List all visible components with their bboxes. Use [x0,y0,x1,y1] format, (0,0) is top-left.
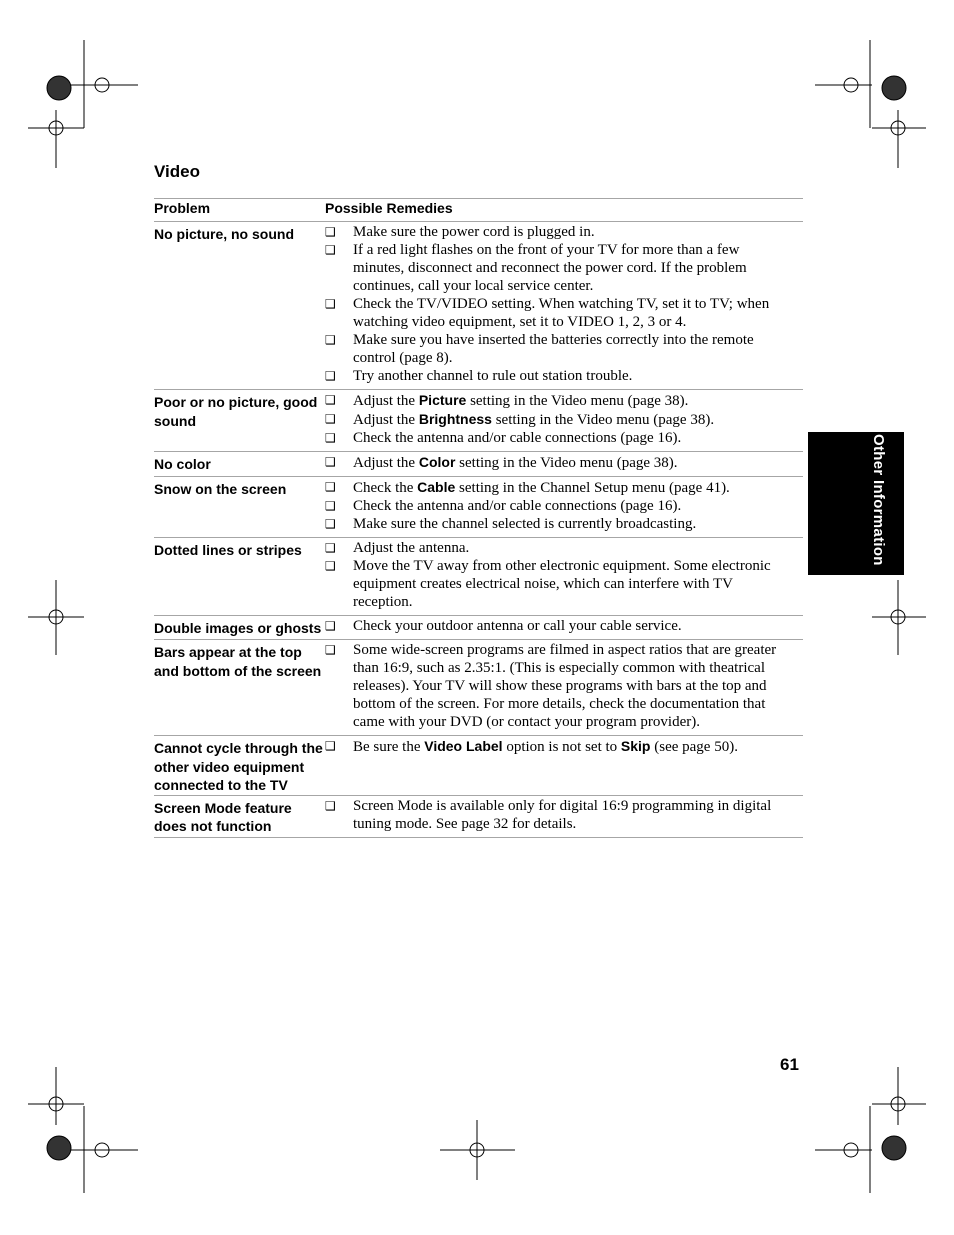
remedy-text-part: setting in the Channel Setup menu (page 41). [455,480,730,496]
remedy-text-part: (see page 50). [650,739,738,755]
remedy-text-part: Adjust the [353,412,419,428]
remedy-text [353,737,803,756]
table-row [154,390,803,452]
remedy-text [353,367,803,385]
table-row [154,538,803,616]
remedy-text-part: Check the TV/VIDEO setting. When watching TV, set it to TV; when watching video equipment, set it to VIDEO 1, 2, 3 or 4. [353,296,770,330]
checkbox-bullet-icon: ❑ [325,455,336,469]
remedy-text-part: Adjust the antenna. [353,540,470,556]
checkbox-bullet-icon: ❑ [325,225,336,239]
remedy-text [353,557,803,611]
remedy-text [353,241,803,295]
remedy-text-part: Make sure the power cord is plugged in. [353,224,595,240]
remedies-cell [324,477,803,537]
remedy-item [324,367,803,385]
remedy-item [324,515,803,533]
problem-cell: Screen Mode feature does not function [154,799,292,834]
checkbox-bullet-icon: ❑ [325,541,336,555]
checkbox-bullet-icon: ❑ [325,559,336,573]
remedy-item [324,331,803,367]
table-row [154,796,803,838]
checkbox-bullet-icon: ❑ [325,412,336,426]
troubleshooting-table [154,198,803,838]
remedy-item [324,797,803,833]
table-body [154,222,803,838]
table-row [154,222,803,390]
remedy-text [353,797,803,833]
remedy-item [324,223,803,241]
remedy-text [353,478,803,497]
remedy-item [324,295,803,331]
remedy-item [324,497,803,515]
problem-cell: Snow on the screen [154,481,287,497]
checkbox-bullet-icon: ❑ [325,643,336,657]
problem-cell: Dotted lines or stripes [154,542,302,558]
remedy-text [353,641,803,731]
table-row [154,736,803,796]
table-row [154,616,803,640]
remedy-item [324,241,803,295]
remedy-item [324,557,803,611]
column-header-problem: Problem [154,200,211,216]
remedy-text [353,410,803,429]
remedy-text-part: Check the antenna and/or cable connections (page 16). [353,498,682,514]
remedy-item [324,410,803,429]
menu-setting-name: Video Label [424,738,503,754]
table-row [154,477,803,538]
checkbox-bullet-icon: ❑ [325,431,336,445]
remedy-item [324,429,803,447]
checkbox-bullet-icon: ❑ [325,499,336,513]
checkbox-bullet-icon: ❑ [325,333,336,347]
page-number: 61 [780,1055,799,1074]
remedies-cell [324,616,803,639]
problem-cell: Poor or no picture, good sound [154,394,318,429]
side-tab [808,432,904,575]
remedy-text [353,453,803,472]
table-header [154,198,803,222]
remedy-text-part: Move the TV away from other electronic equipment. Some electronic equipment creates electrical noise, which can interfere with TV reception. [353,558,771,610]
remedy-item [324,391,803,410]
menu-setting-name: Cable [417,479,456,495]
remedy-text-part: Adjust the [353,455,419,471]
remedy-text-part: Some wide-screen programs are filmed in aspect ratios that are greater than 16:9, such as 2.35:1. (This is especially common with theatrical releases). Your TV will show these programs with bars at the top and bottom of the screen. For more details, check the documentation that came with your DVD (or contact your program provider). [353,642,777,730]
remedy-item [324,539,803,557]
column-header-remedies: Possible Remedies [325,200,453,216]
table-row [154,452,803,477]
remedies-cell [324,640,803,735]
remedy-item [324,617,803,635]
checkbox-bullet-icon: ❑ [325,393,336,407]
remedy-text [353,617,803,635]
remedy-text-part: setting in the Video menu (page 38). [455,455,678,471]
menu-setting-name: Brightness [418,411,492,427]
checkbox-bullet-icon: ❑ [325,798,336,813]
remedy-item [324,641,803,731]
checkbox-bullet-icon: ❑ [325,243,336,257]
remedies-cell [324,796,803,837]
problem-cell: No picture, no sound [154,226,294,242]
menu-setting-name: Skip [620,738,651,754]
table-row [154,640,803,736]
remedies-cell [324,452,803,476]
remedy-text [353,391,803,410]
checkbox-bullet-icon: ❑ [325,739,336,753]
remedy-text-part: Try another channel to rule out station trouble. [353,368,633,384]
remedy-text [353,295,803,331]
remedy-text-part: If a red light flashes on the front of your TV for more than a few minutes, disconnect and reconnect the power cord. If the problem continues, call your local service center. [353,242,747,294]
remedy-item [324,478,803,497]
checkbox-bullet-icon: ❑ [325,480,336,494]
side-tab-label: Other Information [870,434,887,566]
remedies-cell [324,736,803,795]
remedy-text-part: Be sure the [353,739,425,755]
remedy-text-part: Screen Mode is available only for digital 16:9 programming in digital tuning mode. See page 32 for details. [353,797,772,832]
menu-setting-name: Picture [418,392,467,408]
remedy-text [353,497,803,515]
remedy-text-part: Check your outdoor antenna or call your cable service. [353,618,682,634]
remedy-text-part: option is not set to [502,739,621,755]
remedy-text [353,331,803,367]
checkbox-bullet-icon: ❑ [325,297,336,311]
section-title: Video [154,162,200,181]
remedy-text [353,223,803,241]
remedy-text-part: Make sure you have inserted the batteries correctly into the remote control (page 8). [353,332,754,366]
remedy-text-part: setting in the Video menu (page 38). [491,412,715,428]
remedy-text-part: setting in the Video menu (page 38). [466,393,689,409]
remedy-text [353,539,803,557]
remedy-text-part: Make sure the channel selected is currently broadcasting. [353,516,697,532]
remedy-text-part: Check the [353,480,418,496]
remedies-cell [324,390,803,451]
remedy-text-part: Adjust the [353,393,419,409]
checkbox-bullet-icon: ❑ [325,619,336,633]
problem-cell: Double images or ghosts [154,620,322,636]
problem-cell: Bars appear at the top and bottom of the screen [154,644,322,679]
checkbox-bullet-icon: ❑ [325,369,336,383]
remedy-text [353,429,803,447]
remedies-cell [324,538,803,615]
menu-setting-name: Color [418,454,456,470]
problem-cell: No color [154,456,211,472]
remedy-text-part: Check the antenna and/or cable connections (page 16). [353,430,682,446]
remedy-text [353,515,803,533]
checkbox-bullet-icon: ❑ [325,517,336,531]
remedy-item [324,737,803,756]
problem-cell: Cannot cycle through the other video equipment connected to the TV [154,740,323,793]
remedies-cell [324,222,803,389]
remedy-item [324,453,803,472]
